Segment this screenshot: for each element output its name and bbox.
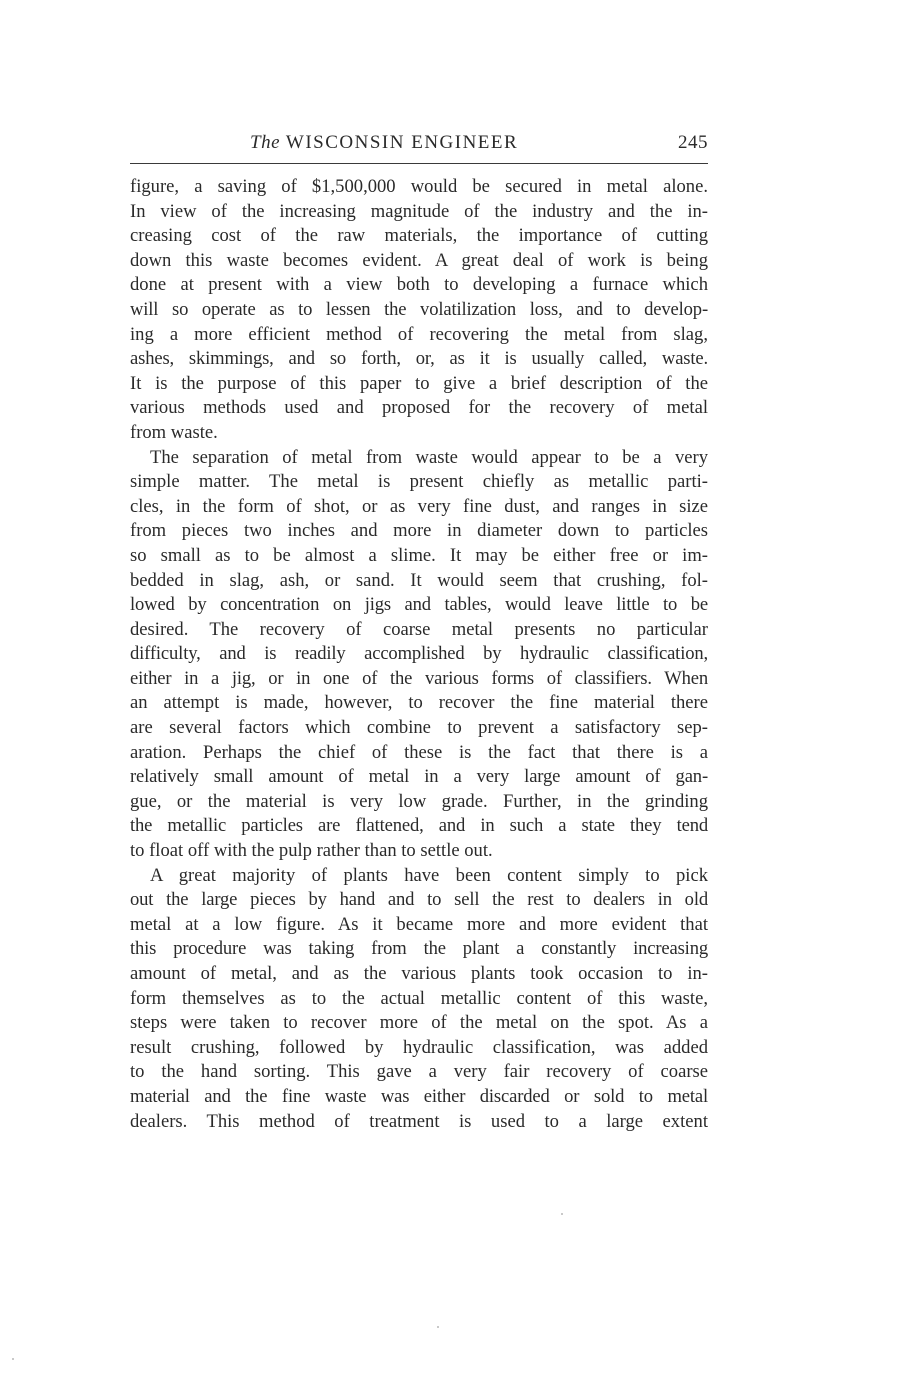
text-line: ashes, skimmings, and so forth, or, as it is usually called, waste. (130, 348, 708, 370)
text-line: A great majority of plants have been content simply to pick (150, 864, 708, 886)
paper-speck (561, 1213, 563, 1215)
text-line: are several factors which combine to prevent a satisfactory sep- (130, 717, 708, 739)
text-line: In view of the increasing magnitude of the industry and the in- (130, 200, 708, 222)
text-line: steps were taken to recover more of the metal on the spot. As a (130, 1012, 708, 1034)
text-line: lowed by concentration on jigs and tables, would leave little to be (130, 594, 708, 616)
text-line: ing a more efficient method of recovering the metal from slag, (130, 323, 708, 345)
text-line: form themselves as to the actual metallic content of this waste, (130, 987, 708, 1009)
paper-speck (12, 1358, 14, 1360)
text-line: bedded in slag, ash, or sand. It would seem that crushing, fol- (130, 569, 708, 591)
text-line: cles, in the form of shot, or as very fine dust, and ranges in size (130, 495, 708, 517)
text-line: dealers. This method of treatment is used to a large extent (130, 1110, 708, 1132)
text-line: to the hand sorting. This gave a very fair recovery of coarse (130, 1061, 708, 1083)
journal-title-name: WISCONSIN ENGINEER (280, 132, 519, 153)
header-rule (130, 163, 708, 164)
text-line: an attempt is made, however, to recover the fine material there (130, 692, 708, 714)
text-line: will so operate as to lessen the volatilization loss, and to develop- (130, 298, 708, 320)
journal-title (250, 132, 518, 154)
text-line: aration. Perhaps the chief of these is the fact that there is a (130, 741, 708, 763)
paragraph-1 (130, 175, 708, 446)
text-line: simple matter. The metal is present chiefly as metallic parti- (130, 471, 708, 493)
text-line: down this waste becomes evident. A great deal of work is being (130, 249, 708, 271)
text-line: the metallic particles are flattened, and in such a state they tend (130, 815, 708, 837)
text-line: figure, a saving of $1,500,000 would be secured in metal alone. (130, 176, 708, 197)
body-text (130, 175, 708, 1134)
running-head (130, 132, 708, 162)
text-line: The separation of metal from waste would appear to be a very (150, 446, 708, 468)
text-line: from waste. (130, 421, 218, 443)
text-line: material and the fine waste was either discarded or sold to metal (130, 1085, 708, 1107)
text-line: difficulty, and is readily accomplished by hydraulic classification, (130, 643, 708, 665)
text-line: this procedure was taking from the plant a constantly increasing (130, 938, 708, 960)
paragraph-3 (130, 864, 708, 1135)
journal-title-the: The (250, 132, 280, 153)
text-line: It is the purpose of this paper to give a brief description of the (130, 372, 708, 394)
text-line: to float off with the pulp rather than to settle out. (130, 840, 493, 862)
text-line: from pieces two inches and more in diameter down to particles (130, 520, 708, 542)
text-line: relatively small amount of metal in a very large amount of gan- (130, 766, 708, 788)
text-line: gue, or the material is very low grade. Further, in the grinding (130, 790, 708, 812)
paper-speck (437, 1326, 439, 1328)
text-line: result crushing, followed by hydraulic classification, was added (130, 1036, 708, 1058)
text-line: out the large pieces by hand and to sell the rest to dealers in old (130, 889, 708, 911)
text-line: so small as to be almost a slime. It may be either free or im- (130, 544, 708, 566)
text-line: desired. The recovery of coarse metal presents no particular (130, 618, 708, 640)
page-number: 245 (678, 132, 708, 153)
text-line: either in a jig, or in one of the various forms of classifiers. When (130, 667, 708, 689)
text-line: various methods used and proposed for the recovery of metal (130, 397, 708, 419)
text-line: done at present with a view both to developing a furnace which (130, 274, 708, 296)
paragraph-2 (130, 446, 708, 864)
text-line: metal at a low figure. As it became more and more evident that (130, 913, 708, 935)
text-line: creasing cost of the raw materials, the importance of cutting (130, 225, 708, 247)
text-line: amount of metal, and as the various plants took occasion to in- (130, 963, 708, 984)
